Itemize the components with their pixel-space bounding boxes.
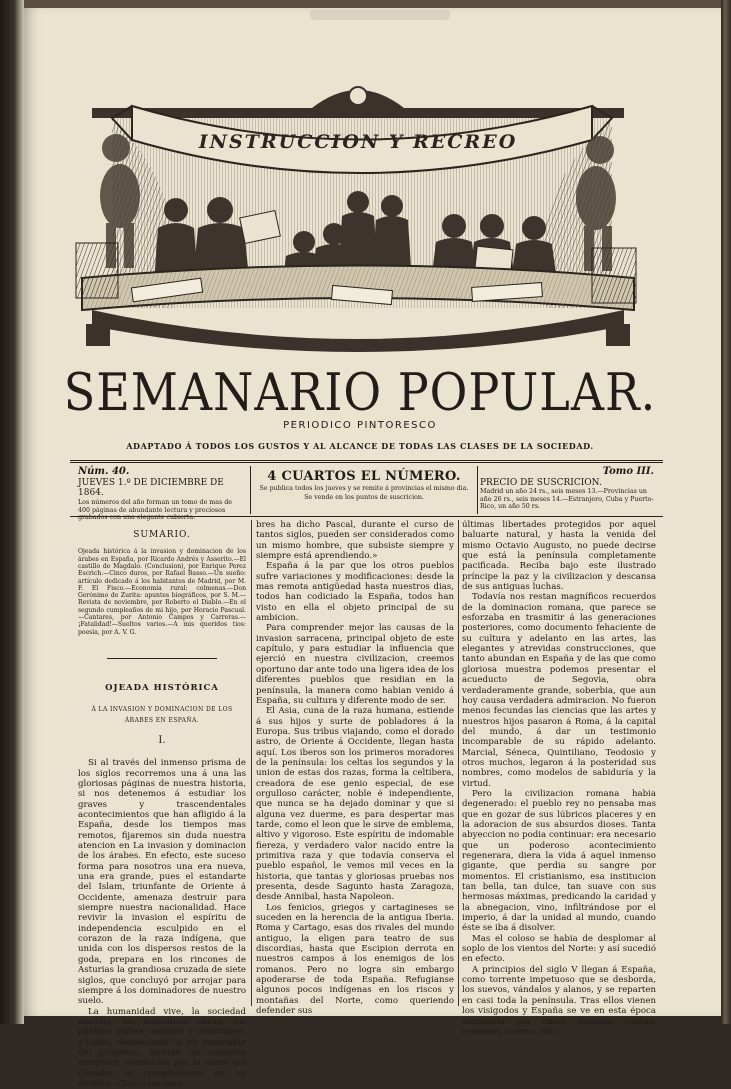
article-paragraph: La humanidad vive, la sociedad marcha, los individuos obran, los pueblos sufren cambios y vicisitudes, y todos, obedeciendo la ley inmutable del progreso, forman un conjunto armónico, conducido por la mano del Creador al cumplimiento de su destino. «Todos los hom- [78, 1006, 246, 1089]
column-1 [78, 520, 246, 1089]
price-note-1: Se publica todos los jueves y se remite á provincias el mismo dia. [259, 485, 469, 492]
issue-note: Los números del año forman un tomo de mas de 400 páginas de abundante lectura y preciosos grabados con una elegante cubierta. [78, 499, 233, 522]
page-right-edge [721, 0, 731, 1024]
masthead-illustration [72, 78, 644, 360]
issue-info-middle [250, 466, 478, 514]
article-paragraph: Pero la civilizacion romana habia degenerado: el pueblo rey no pensaba mas que en gozar de sus lúbricos placeres y en la adoracion de sus absurdos dioses. Tanta abyeccion no podia continuar: era necesario que un poderoso acontecimiento regenerara, diera la vida á aquel inmenso gigante, que perdia su sangre por momentos. El cristianismo, esa institucion tan bella, tan dulce, tan suave con sus hermosas máximas, predicando la caridad y la abnegacion, vino, infiltrándose por el imperio, á dar la unidad al mundo, cuando éste se iba á disolver. [462, 788, 656, 934]
column-divider [251, 520, 252, 1006]
issue-date: JUEVES 1.º DE DICIEMBRE DE 1864. [78, 478, 224, 498]
article-heading: OJEADA HISTÓRICA [105, 682, 219, 693]
article-paragraph: Todavía nos restan magníficos recuerdos de la dominacion romana, que parece se esforzaba en trasmitir á las generaciones posteriores, como documento fehaciente de su cultura y adelanto en las artes, las elegantes y atrevidas construcciones, que tanto abundan en España y de las que como gloriosa muestra podemos presentar el acueducto de Segovia, obra verdaderamente grande, soberbia, que aun hoy causa verdadera admiracion. No fueron menos fecundas las ciencias que las artes y nuestros hijos pasaron á Roma, á la capital del mundo, á dar un testimonio incomparable de su rápido adelanto. Marcial, Séneca, Quintiliano, Teodosio y otros muchos, legaron á la posteridad sus nombres, como modelos de sabiduría y la virtud. [462, 592, 656, 789]
article-paragraph: Los fenicios, griegos y cartagineses se suceden en la herencia de la antigua Iberia. Roma y Cartago, esas dos rivales del mundo antiguo, la eligen para teatro de sus discordias, hasta que Escipion derrota en nuestros campos á los enemigos de los romanos. Pero no logra sin embargo apoderarse de toda España. Refugianse algunos pocos indígenas en los riscos y montañas del Norte, como queriendo defender sus [256, 902, 454, 1017]
article-paragraph: España á la par que los otros pueblos sufre variaciones y modificaciones: desde la mas remota antigüedad hasta nuestros dias, todos han codiciado la España, todos han visto en ella el objeto principal de su ambicion. [256, 561, 454, 624]
masthead-engraving [72, 78, 644, 360]
sumario-text: Ojeada histórica á la invasion y dominacion de los árabes en España, por Ricardo Andrés y Asserito.—El castillo de Magdalo. (Conclusion), por Enrique Perez Escrich.—Cinco duros, por Rafael Basso.—Un sueño: artículo dedicado á los habitantes de Madrid, por M. F. El Fisco.—Economía rural: colmenas.—Don Gerónimo de Zurita: apuntes biográficos, por S. M.—Revista de noviembre, por Roberto el Diablo.—En el segundo cumpleaños de mi hijo, por Horacio Pascual.—Cantares, por Antonio Campos y Carreras.—¡Fatalidad!—Sueltos varios.—A mis queridos tios: poesía, por A. V. G. [78, 548, 246, 636]
book-spine-shadow [0, 0, 24, 1024]
column-divider [458, 520, 459, 1006]
article-subheading: Á LA INVASION Y DOMINACION DE LOS ÁRABES EN ESPAÑA. [91, 706, 233, 724]
banner-text: INSTRUCCION Y RECREO [198, 131, 518, 153]
article-paragraph: bres ha dicho Pascal, durante el curso de tantos siglos, pueden ser considerados como un mismo hombre, que subsiste siempre y siempre está aprendiendo.» [256, 520, 454, 562]
article-paragraph: Si al través del inmenso prisma de los siglos recorremos una á una las gloriosas páginas de nuestra historia, si nos detenemos á estudiar los graves y trascendentales acontecimientos que han afligido á la España, desde los tiempos mas remotos, fijaremos sin duda nuestra atencion en La invasion y dominacion de los árabes. En efecto, este suceso forma para nosotros una era nueva, una era grande, pues el estandarte del Islam, triunfante de Oriente á Occidente, amenaza destruir para siempre nuestra nacionalidad. Hace revivir la invasion el espíritu de independencia esculpido en el corazon de la raza indígena, que unida con los dispersos restos de la goda, prepara en los rincones de Asturias la grandiosa cruzada de siete siglos, que concluyó por arrojar para siempre á los dominadores de nuestro suelo. [78, 758, 246, 1007]
article-paragraph: El Asia, cuna de la raza humana, estiende á sus hijos y surte de pobladores á la Europa. Sus tribus viajando, como el dorado astro, de Oriente á Occidente, llegan hasta aquí. Los iberos son los primeros moradores de la península: los celtas los segundos y la union de estas dos razas, forma la celtibera, creadora de ese genio especial, de ese orgulloso carácter, noble é independiente, que nunca se ha dejado dominar y que si alguna vez duerme, es para despertar mas tarde, como el leon que le sirve de emblema, altivo y vigoroso. Este espíritu de indomable fiereza, y verdadero valor nacido entre la primitiva raza y que todavía conserva el pueblo español, le vemos mil veces en la historia, que tantas y gloriosas pruebas nos presenta, desde Sagunto hasta Zaragoza, desde Annibal, hasta Napoleon. [256, 706, 454, 903]
column-3 [462, 520, 656, 1037]
newspaper-subtitle: PERIODICO PINTORESCO [283, 420, 437, 431]
issue-info-left [78, 466, 246, 522]
article-paragraph: Para comprender mejor las causas de la invasion sarracena, principal objeto de este capítulo, y para estudiar la influencia que ejerció en nuestra civilizacion, creemos oportuno dar ante todo una ligera idea de los diferentes pueblos que residian en la península, la manera como habian venido á España, su cultura y diferente modo de ser. [256, 623, 454, 706]
issue-info-bar [70, 462, 663, 522]
price-note-2: Se vende en los puntos de suscricion. [304, 493, 424, 501]
section-divider [107, 658, 217, 659]
volume-number: Tomo III. [602, 466, 654, 477]
issue-price: 4 CUARTOS EL NÚMERO. [267, 469, 461, 484]
info-bottom-rule [70, 516, 663, 517]
issue-info-right [480, 466, 660, 514]
newspaper-title: SEMANARIO POPULAR. [63, 362, 657, 423]
issue-number: Núm. 40. [78, 466, 130, 477]
subscription-text: Madrid un año 24 rs., seis meses 13.—Provincias un año 26 rs., seis meses 14.—Estranjero, Cuba y Puerto-Rico, un año 50 rs. [480, 488, 654, 511]
article-paragraph: A principios del siglo V llegan á España, como torrente impetuoso que se desborda, los suevos, vándalos y alanos, y se reparten en casi toda la península. Tras ellos vienen los visigodos y España se ve en esta época dominada por cinco distintas castas; romanos, suevos, ván- [462, 964, 656, 1037]
newspaper-tagline: ADAPTADO Á TODOS LOS GUSTOS Y AL ALCANCE DE TODAS LAS CLASES DE LA SOCIEDAD. [126, 441, 594, 451]
subscription-title: PRECIO DE SUSCRICION. [480, 478, 602, 488]
bleed-through-mark [310, 10, 450, 20]
chapter-number: I. [158, 734, 166, 746]
page-top-edge [24, 0, 721, 8]
sumario-heading: SUMARIO. [133, 530, 191, 540]
column-2 [256, 520, 454, 1017]
article-paragraph: últimas libertades protegidos por aquel baluarte natural, y hasta la venida del mismo Octavio Augusto, no puede decirse que está la península completamente pacificada. Reciba bajo este ilustrado príncipe la paz y la civilizacion y descansa de sus antiguas luchas. [462, 520, 656, 593]
article-paragraph: Mas el coloso se habia de desplomar al soplo de los vientos del Norte: y así sucedió en efecto. [462, 933, 656, 965]
